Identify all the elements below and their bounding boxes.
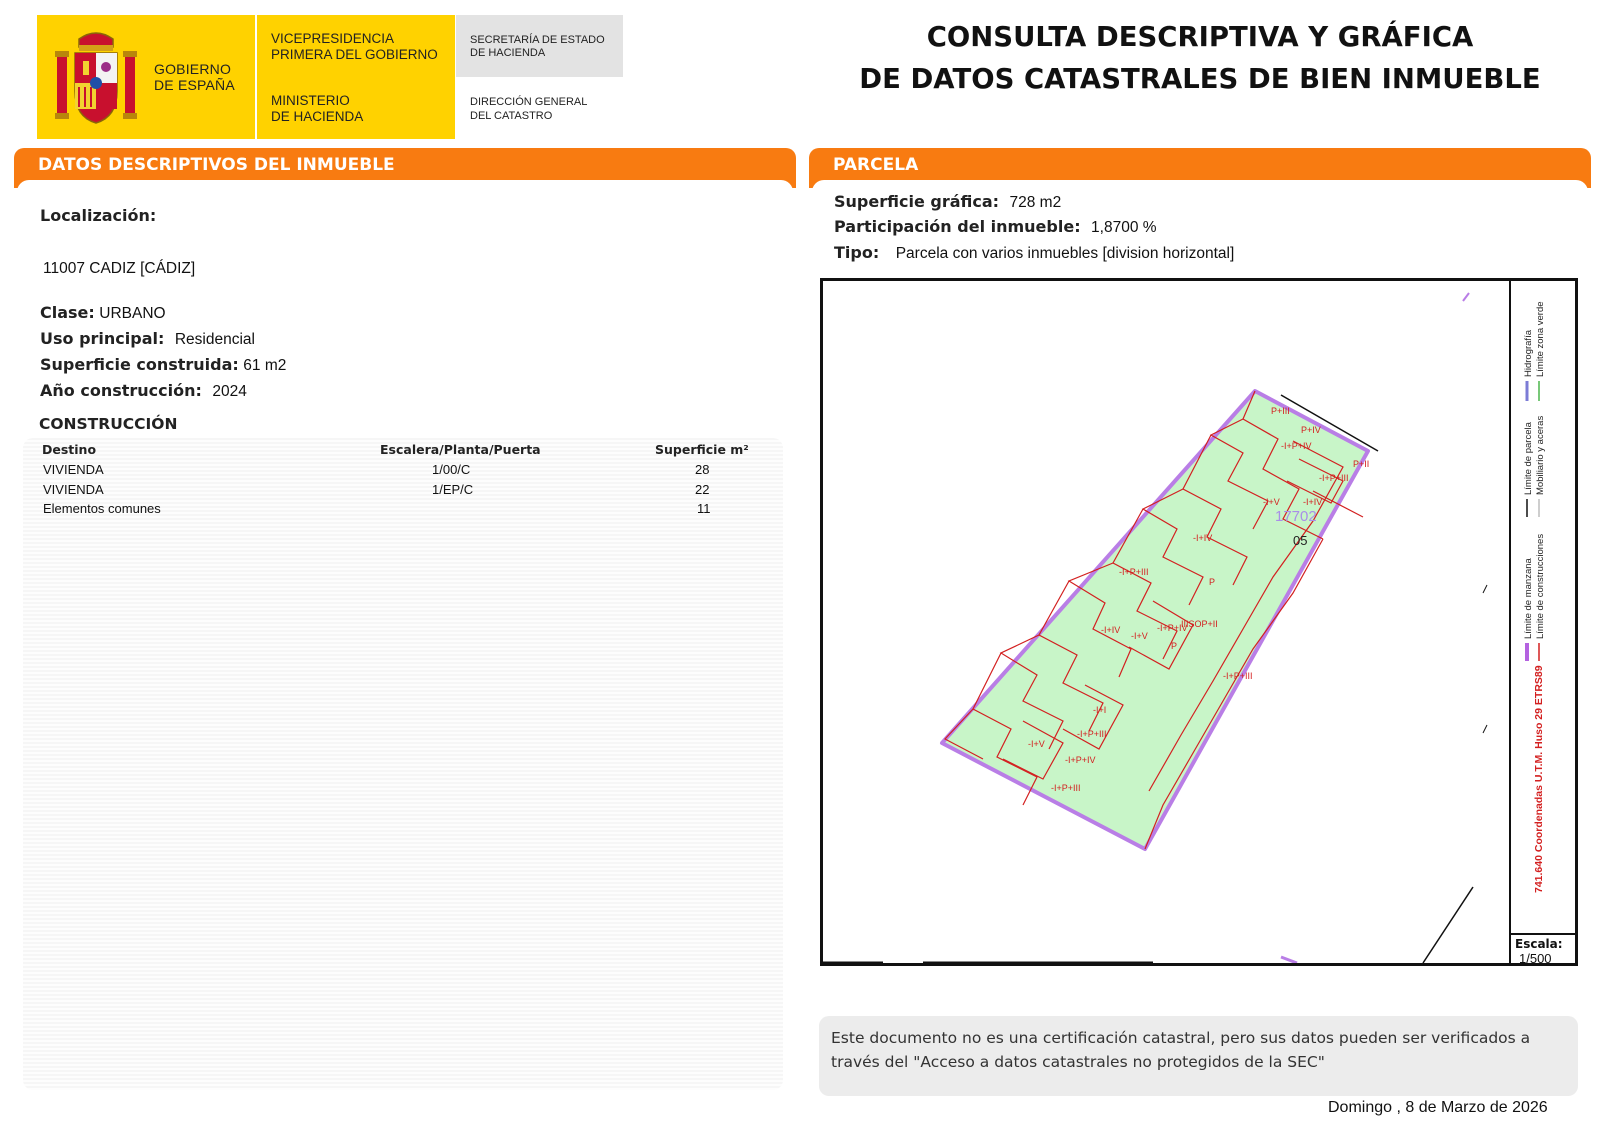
parcel-reference: 17702: [1275, 508, 1317, 525]
tipo-value: Parcela con varios inmuebles [division horizontal]: [895, 245, 1235, 262]
tipo-label: Tipo:: [834, 243, 880, 262]
map-label: -I+I: [1093, 705, 1107, 715]
vicepresidencia-text: VICEPRESIDENCIA PRIMERA DEL GOBIERNO: [271, 31, 438, 62]
map-label: P: [1171, 641, 1178, 651]
superficie-grafica-label: Superficie gráfica:: [834, 192, 1000, 211]
table-row-3-superficie: 11: [697, 501, 711, 516]
parcela-cap: [812, 180, 1588, 192]
construccion-table: [23, 438, 783, 1090]
map-label: -I+IV: [1193, 533, 1213, 543]
participacion-row: [834, 217, 1157, 237]
ministerio-text: MINISTERIO DE HACIENDA: [271, 93, 364, 124]
uso-value: Residencial: [174, 331, 255, 348]
map-label: -I+P+III: [1051, 783, 1081, 793]
title-line-1: CONSULTA DESCRIPTIVA Y GRÁFICA: [926, 21, 1474, 53]
escala-value: 1/500: [1519, 951, 1552, 966]
disclaimer-notice: [819, 1016, 1578, 1096]
descriptive-data-cap: [17, 180, 793, 192]
legend-zona-verde: Límite zona verde: [1535, 301, 1546, 377]
secretaria-text: SECRETARÍA DE ESTADO DE HACIENDA: [470, 34, 605, 59]
map-label: -I+V: [1131, 631, 1148, 641]
map-legend: [1523, 301, 1546, 661]
map-label: P+IV: [1301, 425, 1321, 435]
map-canvas: [823, 281, 1575, 963]
localizacion-label: Localización:: [40, 206, 157, 225]
col-planta-header: Escalera/Planta/Puerta: [380, 442, 541, 457]
cadastral-map[interactable]: [820, 278, 1578, 966]
footer-date: Domingo , 8 de Marzo de 2026: [1328, 1099, 1548, 1116]
table-row-3-destino: Elementos comunes: [43, 501, 161, 516]
map-label: -I+IV: [1303, 497, 1323, 507]
col-destino-header: Destino: [42, 442, 97, 457]
legend-construcciones: Límite de construcciones: [1535, 533, 1546, 639]
participacion-value: 1,8700 %: [1091, 219, 1157, 236]
uso-label: Uso principal:: [40, 329, 165, 348]
title-line-2: DE DATOS CATASTRALES DE BIEN INMUEBLE: [859, 63, 1541, 95]
map-label: IIISOP+II: [1181, 619, 1218, 629]
legend-separator: [1509, 281, 1511, 963]
superficie-grafica-row: [834, 192, 1061, 212]
utm-coordinates: 741.640 Coordenadas U.T.M. Huso 29 ETRS89: [1533, 665, 1545, 893]
map-label: -I+V: [1263, 497, 1280, 507]
legend-hidrografia: Hidrografía: [1523, 330, 1534, 377]
table-row-1-planta: 1/00/C: [432, 462, 471, 477]
map-label: -I+P+IV: [1281, 441, 1312, 451]
table-row-2-destino: VIVIENDA: [43, 482, 104, 497]
document-title: [855, 16, 1545, 100]
table-row-1-superficie: 28: [695, 462, 710, 477]
map-label: -I+P+III: [1223, 671, 1253, 681]
gobierno-logo-block: [37, 15, 455, 139]
superficie-label: Superficie construida:: [40, 355, 239, 374]
participacion-label: Participación del inmueble:: [834, 217, 1081, 236]
map-label: -I+P+III: [1077, 729, 1107, 739]
table-row-2-superficie: 22: [695, 482, 710, 497]
legend-mobiliario: Mobiliario y aceras: [1535, 415, 1546, 495]
coat-of-arms-icon: [53, 29, 139, 127]
descriptive-data-heading: DATOS DESCRIPTIVOS DEL INMUEBLE: [38, 155, 395, 175]
map-label: -I+V: [1028, 739, 1045, 749]
construccion-title: CONSTRUCCIÓN: [39, 415, 178, 433]
superficie-row: [40, 355, 286, 375]
map-label: P: [1209, 577, 1216, 587]
anio-value: 2024: [212, 383, 247, 400]
map-label: -I+P+IV: [1065, 755, 1096, 765]
disclaimer-text: Este documento no es una certificación catastral, pero sus datos pueden ser verificados a través del "Acceso a datos catastrales no protegidos de la SEC": [831, 1029, 1531, 1071]
clase-value: URBANO: [99, 305, 166, 322]
table-row-2-planta: 1/EP/C: [432, 482, 474, 497]
legend-manzana: Límite de manzana: [1523, 558, 1534, 639]
col-superficie-header: Superficie m²: [655, 442, 749, 457]
map-label: P+III: [1271, 406, 1290, 416]
legend-parcela: Límite de parcela: [1523, 422, 1534, 495]
map-label: -I+P+IV: [1157, 623, 1188, 633]
secretaria-block: [456, 15, 623, 77]
escala-label: Escala:: [1515, 937, 1563, 951]
escala-separator: [1511, 933, 1575, 935]
clase-label: Clase:: [40, 303, 95, 322]
anio-label: Año construcción:: [40, 381, 202, 400]
parcel-number: 05: [1293, 533, 1308, 548]
direccion-general-text: DIRECCIÓN GENERAL DEL CATASTRO: [470, 96, 588, 122]
table-row-1-destino: VIVIENDA: [43, 462, 104, 477]
localizacion-value: 11007 CADIZ [CÁDIZ]: [43, 260, 196, 277]
parcela-heading: PARCELA: [833, 155, 919, 175]
superficie-grafica-value: 728 m2: [1009, 194, 1062, 211]
logo-divider: [255, 15, 257, 139]
superficie-value: 61 m2: [243, 357, 287, 374]
map-label: -I+P+III: [1119, 567, 1149, 577]
clase-row: [40, 303, 166, 323]
map-label: -I+P+III: [1319, 473, 1349, 483]
anio-row: [40, 381, 247, 401]
tipo-row: [834, 243, 1234, 263]
gobierno-espana-text: GOBIERNO DE ESPAÑA: [154, 61, 235, 93]
map-label: P+II: [1353, 459, 1370, 469]
map-label: -I+IV: [1101, 625, 1121, 635]
uso-row: [40, 329, 255, 349]
